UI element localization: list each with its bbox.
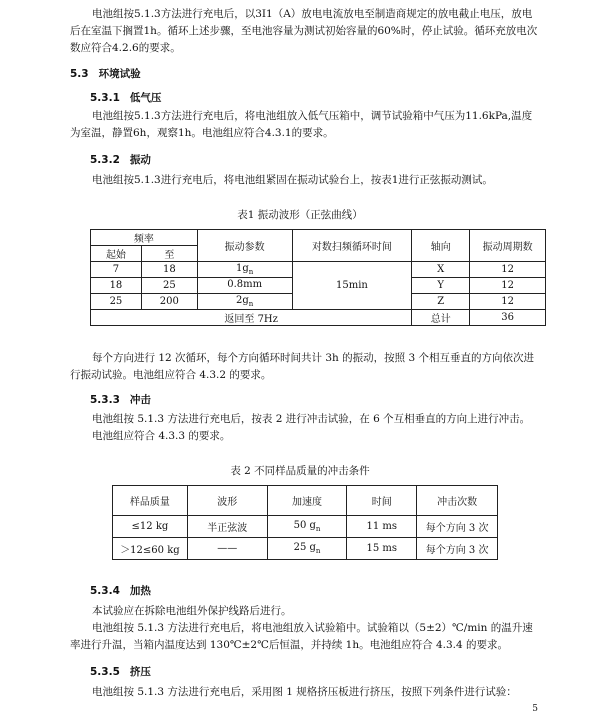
cell-param	[197, 262, 292, 278]
cell-cycles: 12	[470, 278, 546, 294]
section-heading-5-3-5	[90, 664, 151, 679]
section-heading-5-3-2	[90, 152, 151, 167]
cell-time: 11 ms	[347, 516, 417, 538]
cell-waveform: ——	[187, 538, 267, 560]
cell-start: 18	[91, 278, 142, 294]
header-time: 时间	[347, 486, 417, 516]
cell-axis: Z	[412, 294, 470, 310]
header-cycles: 振动周期数	[470, 230, 546, 262]
cell-cycles: 12	[470, 262, 546, 278]
section-title: 冲击	[129, 394, 151, 406]
table-row	[91, 310, 546, 326]
intro-paragraph: 电池组按5.1.3方法进行充电后，以3I1（A）放电电流放电至制造商规定的放电截止电压，放电后在室温下搁置1h。循环上述步骤，至电池容量为测试初始容量的60%时，停止试验。循环充放电次数应符合4.2.6的要求。	[70, 8, 538, 54]
header-start: 起始	[91, 246, 142, 262]
acc-subscript: n	[315, 547, 321, 555]
shock-table	[112, 485, 498, 560]
paragraph-5-3-1: 电池组按5.1.3方法进行充电后，将电池组放入低气压箱中，调节试验箱中气压为11.6kPa,温度为室温，静置6h，观察1h。电池组应符合4.3.1的要求。	[70, 110, 533, 139]
header-waveform: 波形	[187, 486, 267, 516]
cell-shock-count: 每个方向 3 次	[417, 516, 498, 538]
param-subscript: n	[248, 268, 254, 276]
param-value: 0.8mm	[227, 279, 263, 290]
section-number: 5.3.1	[90, 92, 120, 104]
cell-start: 7	[91, 262, 142, 278]
table-row	[113, 538, 498, 560]
section-title: 挤压	[129, 666, 151, 678]
cell-shock-count: 每个方向 3 次	[417, 538, 498, 560]
header-acceleration: 加速度	[267, 486, 347, 516]
section-heading-5-3-3	[90, 392, 151, 407]
cell-total: 36	[470, 310, 546, 326]
cell-return: 返回至 7Hz	[91, 310, 412, 326]
cell-time: 15 ms	[347, 538, 417, 560]
section-title: 加热	[129, 585, 151, 597]
table2-caption: 表 2 不同样品质量的冲击条件	[230, 465, 370, 477]
paragraph-5-3-5: 电池组按 5.1.3 方法进行充电后，采用图 1 规格挤压板进行挤压，按照下列条件进行试验：	[92, 686, 517, 698]
header-shock-count: 冲击次数	[417, 486, 498, 516]
paragraph-5-3-4: 电池组按 5.1.3 方法进行充电后，将电池组放入试验箱中。试验箱以（5±2）℃/min 的温升速率进行升温，当箱内温度达到 130℃±2℃后恒温，并持续 1h。电池组应符合 4.3.4 的要求。	[70, 622, 533, 651]
paragraph-5-3-2: 电池组按5.1.3进行充电后，将电池组紧固在振动试验台上，按表1进行正弦振动测试。	[92, 174, 493, 186]
header-mass: 样品质量	[113, 486, 188, 516]
header-frequency: 频率	[91, 230, 198, 246]
table-row	[113, 516, 498, 538]
cell-start: 25	[91, 294, 142, 310]
cell-acceleration	[267, 516, 347, 538]
paragraph-5-3-4-note: 本试验应在拆除电池组外保护线路后进行。	[92, 605, 292, 617]
section-title: 振动	[129, 154, 151, 166]
cell-cycles: 12	[470, 294, 546, 310]
header-vibration-param: 振动参数	[197, 230, 292, 262]
acc-value: 25 g	[293, 542, 316, 553]
section-number: 5.3	[70, 68, 89, 80]
cell-end: 200	[141, 294, 197, 310]
table-row	[91, 262, 546, 278]
paragraph-after-table1: 每个方向进行 12 次循环，每个方向循环时间共计 3h 的振动，按照 3 个相互垂直的方向依次进行振动试验。电池组应符合 4.3.2 的要求。	[70, 352, 535, 381]
section-heading-5-3-4	[90, 583, 151, 598]
cell-mass: ≤12 kg	[113, 516, 188, 538]
section-heading-5-3	[70, 66, 141, 81]
cell-param	[197, 278, 292, 294]
cell-end: 18	[141, 262, 197, 278]
header-sweep-time: 对数扫频循环时间	[292, 230, 412, 262]
acc-subscript: n	[315, 525, 321, 533]
header-end: 至	[141, 246, 197, 262]
vibration-table	[90, 229, 546, 326]
cell-acceleration	[267, 538, 347, 560]
param-value: 1g	[236, 263, 249, 274]
param-subscript: n	[248, 300, 254, 308]
section-number: 5.3.4	[90, 585, 120, 597]
param-value: 2g	[236, 295, 249, 306]
header-axis: 轴向	[412, 230, 470, 262]
section-number: 5.3.3	[90, 394, 120, 406]
paragraph-5-3-3: 电池组按 5.1.3 方法进行充电后，按表 2 进行冲击试验，在 6 个互相垂直的方向上进行冲击。	[92, 413, 531, 425]
cell-total-label: 总计	[412, 310, 470, 326]
section-number: 5.3.5	[90, 666, 120, 678]
acc-value: 50 g	[293, 520, 316, 531]
cell-mass: ＞12≤60 kg	[113, 538, 188, 560]
section-number: 5.3.2	[90, 154, 120, 166]
cell-sweep-time: 15min	[292, 262, 412, 310]
table1-caption: 表1 振动波形（正弦曲线）	[237, 209, 363, 221]
cell-axis: X	[412, 262, 470, 278]
paragraph-5-3-3-line2: 电池组应符合 4.3.3 的要求。	[92, 430, 231, 442]
section-title: 低气压	[129, 92, 162, 104]
cell-param	[197, 294, 292, 310]
cell-end: 25	[141, 278, 197, 294]
cell-axis: Y	[412, 278, 470, 294]
cell-waveform: 半正弦波	[187, 516, 267, 538]
page-number: 5	[532, 704, 538, 714]
section-heading-5-3-1	[90, 90, 161, 105]
section-title: 环境试验	[98, 68, 141, 80]
